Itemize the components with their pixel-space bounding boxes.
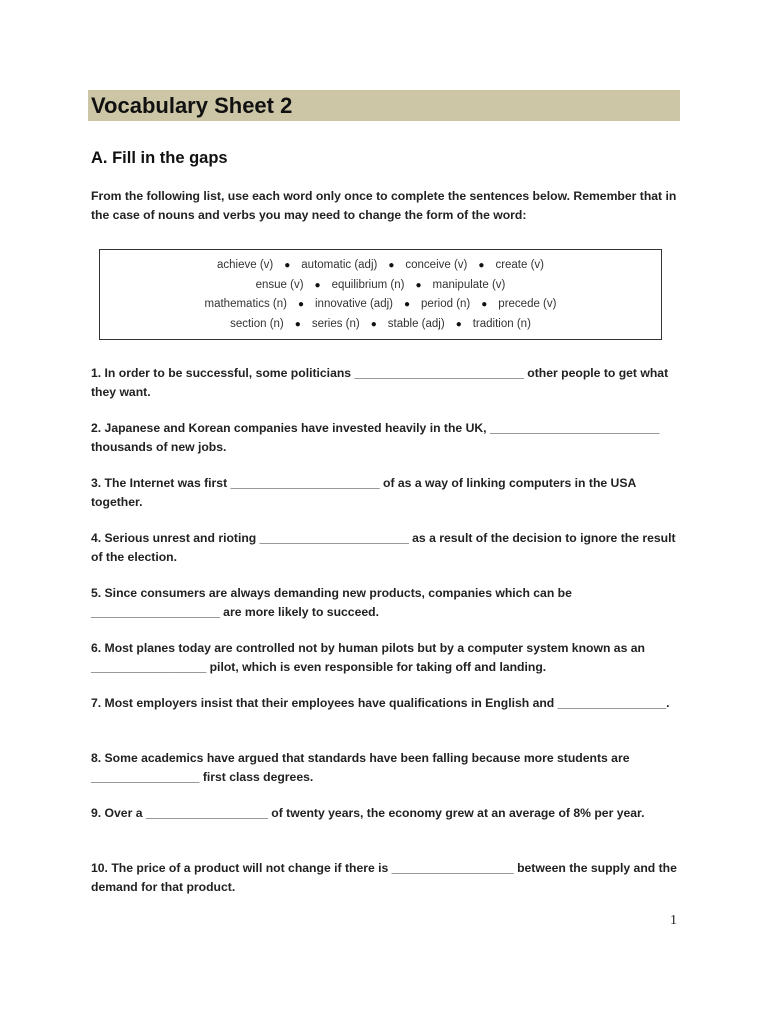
question-item: 8. Some academics have argued that standards have been falling because more students are ________________ first class degrees. (91, 751, 630, 784)
word-item: innovative (adj) (315, 298, 393, 310)
word-list-row (100, 256, 661, 276)
word-list-row (100, 295, 661, 315)
question-item: 7. Most employers insist that their employees have qualifications in English and ________________. (91, 696, 670, 710)
word-item: automatic (adj) (301, 259, 378, 271)
instructions-text: From the following list, use each word only once to complete the sentences below. Remember that in the case of nouns and verbs you may need to change the form of the word: (91, 189, 677, 222)
bullet-icon: ● (403, 299, 411, 310)
word-item: period (n) (421, 298, 471, 310)
question-item: 5. Since consumers are always demanding new products, companies which can be ___________________ are more likely to succeed. (91, 586, 572, 619)
word-list-row (100, 276, 661, 296)
title-bar (88, 90, 680, 121)
word-item: achieve (v) (216, 259, 274, 271)
word-item: tradition (n) (472, 317, 531, 330)
bullet-icon: ● (455, 318, 462, 330)
question-item: 2. Japanese and Korean companies have invested heavily in the UK, _________________________ thousands of new jobs. (91, 421, 660, 454)
question-list (91, 364, 681, 914)
question-item: 1. In order to be successful, some politicians _________________________ other people to get what they want. (91, 366, 669, 399)
page-title: Vocabulary Sheet 2 (91, 93, 293, 118)
question-item: 4. Serious unrest and rioting ______________________ as a result of the decision to ignore the result of the election. (91, 531, 676, 564)
page-number: 1 (670, 913, 677, 928)
word-item: equilibrium (n) (331, 278, 405, 291)
word-item: stable (adj) (387, 317, 445, 330)
word-item: mathematics (n) (204, 298, 287, 310)
question-item: 3. The Internet was first ______________________ of as a way of linking computers in the USA together. (91, 476, 636, 509)
bullet-icon: ● (294, 318, 301, 330)
question-item: 6. Most planes today are controlled not by human pilots but by a computer system known as an _________________ pilot, which is even responsible for taking off and landing. (91, 641, 645, 674)
word-list-box (99, 249, 662, 340)
word-item: section (n) (230, 317, 284, 330)
bullet-icon: ● (481, 299, 488, 310)
bullet-icon: ● (388, 260, 395, 271)
question-item: 9. Over a __________________ of twenty years, the economy grew at an average of 8% per year. (91, 806, 645, 820)
word-item: series (n) (311, 317, 360, 330)
bullet-icon: ● (478, 260, 485, 271)
bullet-icon: ● (415, 279, 422, 291)
question-item: 10. The price of a product will not change if there is __________________ between the supply and the demand for that product. (91, 861, 677, 894)
section-heading: A. Fill in the gaps (91, 149, 228, 167)
word-item: ensue (v) (255, 278, 304, 291)
word-item: conceive (v) (405, 259, 468, 271)
bullet-icon: ● (314, 279, 321, 291)
word-list-row (100, 315, 661, 335)
word-item: precede (v) (498, 298, 557, 310)
word-item: create (v) (495, 259, 545, 271)
word-item: manipulate (v) (432, 278, 506, 291)
bullet-icon: ● (297, 299, 304, 310)
bullet-icon: ● (284, 260, 291, 271)
bullet-icon: ● (370, 318, 377, 330)
